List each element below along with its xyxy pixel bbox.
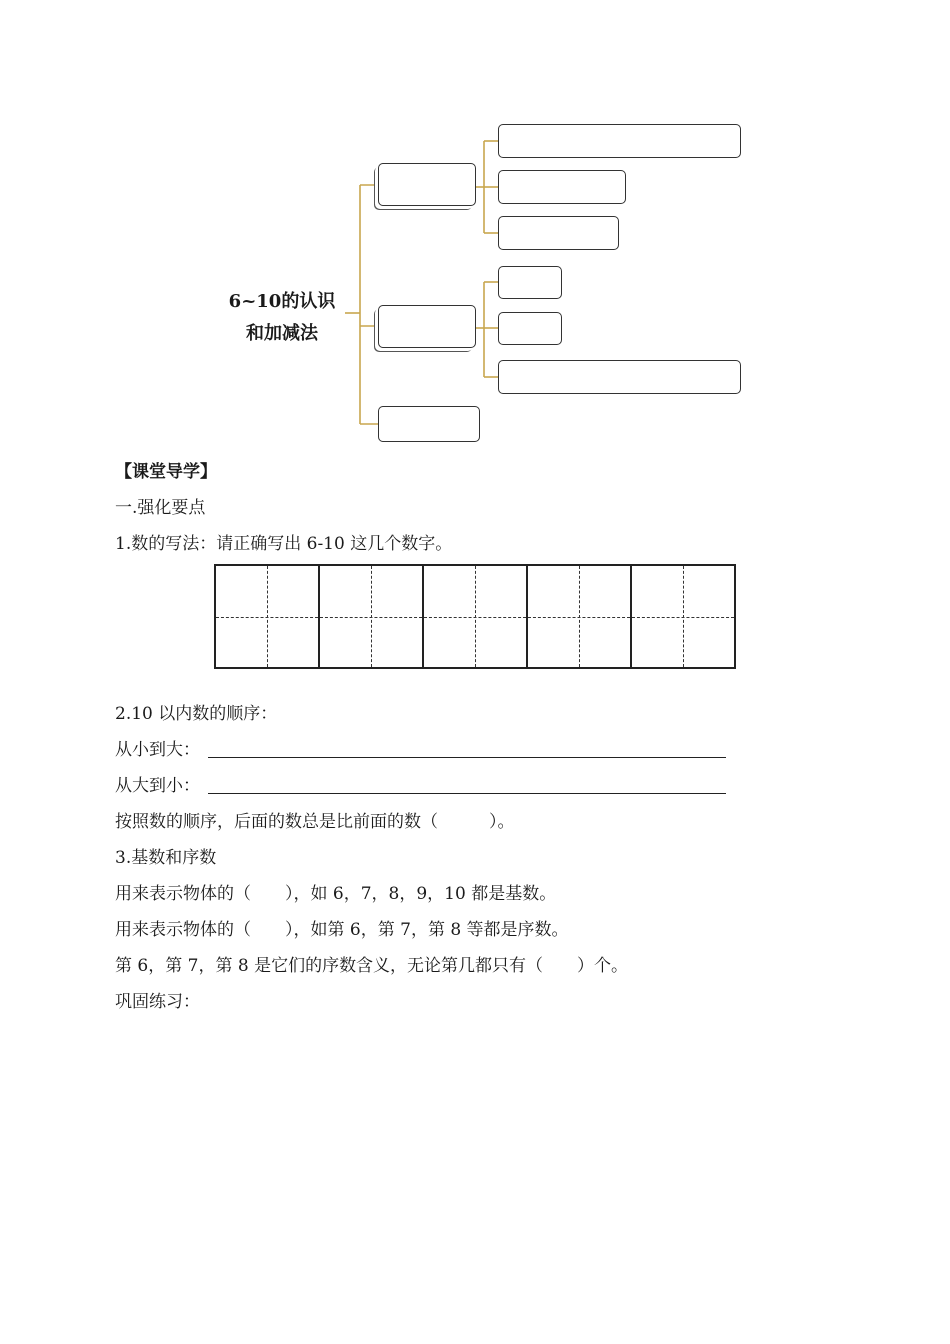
- writing-cell[interactable]: [528, 566, 632, 667]
- mindmap-branch-box-2[interactable]: [378, 305, 476, 348]
- part-heading: 一.强化要点: [115, 498, 206, 518]
- mindmap-leaf-box-2b[interactable]: [498, 312, 562, 345]
- writing-cell[interactable]: [632, 566, 734, 667]
- item-2: 2.10 以内数的顺序：: [115, 704, 278, 724]
- writing-cell[interactable]: [320, 566, 424, 667]
- small-to-large-label: 从小到大：: [115, 740, 200, 760]
- large-to-small-answer-line[interactable]: [208, 793, 726, 794]
- writing-grid: [214, 564, 736, 669]
- order-fill-blank: 按照数的顺序，后面的数总是比前面的数（ ）。: [115, 812, 515, 832]
- item-1: 1.数的写法：请正确写出 6-10 这几个数字。: [115, 534, 453, 554]
- mindmap-branch-box-1[interactable]: [378, 163, 476, 206]
- mindmap-branch-box-3[interactable]: [378, 406, 480, 442]
- small-to-large-answer-line[interactable]: [208, 757, 726, 758]
- mindmap-connectors: [0, 0, 950, 460]
- root-line-1: 6~10的认识: [228, 291, 336, 312]
- ordinal-sentence: 用来表示物体的（ ），如第 6，第 7，第 8 等都是序数。: [115, 920, 569, 940]
- cardinal-sentence: 用来表示物体的（ ），如 6，7，8，9，10 都是基数。: [115, 884, 557, 904]
- mindmap-leaf-box-1c[interactable]: [498, 216, 619, 250]
- item-3: 3.基数和序数: [115, 848, 217, 868]
- writing-cell[interactable]: [216, 566, 320, 667]
- mindmap-leaf-box-1a[interactable]: [498, 124, 741, 158]
- section-title: 【课堂导学】: [115, 462, 217, 482]
- mindmap-leaf-box-2c[interactable]: [498, 360, 741, 394]
- mindmap-root-topic: [222, 286, 342, 350]
- ordinal-meaning-sentence: 第 6，第 7，第 8 是它们的序数含义，无论第几都只有（ ）个。: [115, 956, 629, 976]
- large-to-small-label: 从大到小：: [115, 776, 200, 796]
- mindmap-leaf-box-2a[interactable]: [498, 266, 562, 299]
- writing-cell[interactable]: [424, 566, 528, 667]
- mindmap-leaf-box-1b[interactable]: [498, 170, 626, 204]
- practice-heading: 巩固练习：: [115, 992, 200, 1012]
- root-line-2: 和加减法: [246, 323, 318, 344]
